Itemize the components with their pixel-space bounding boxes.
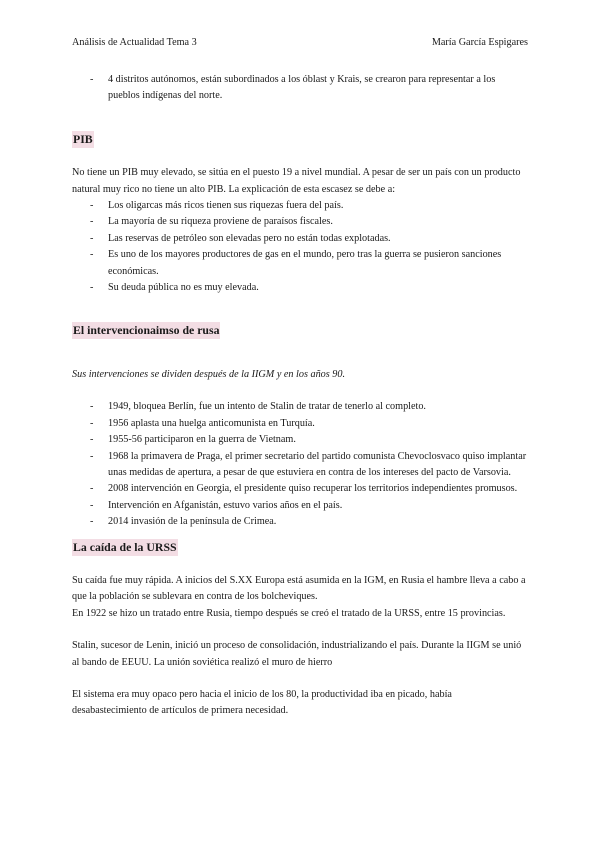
header-author: María García Espigares <box>431 37 528 48</box>
intervencionismo-list <box>72 399 528 530</box>
pib-list <box>72 198 528 296</box>
list-item: - 2008 intervención en Georgia, el presidente quiso recuperar los territorios independientes promusos. <box>72 481 528 497</box>
urss-paragraph-3: Stalin, sucesor de Lenin, inició un proceso de consolidación, industrializando el país. Durante la IIGM se unió al bando de EEUU. La unión soviética realizó el muro de hierro <box>72 640 522 668</box>
list-item: - 1955-56 participaron en la guerra de Vietnam. <box>72 432 528 448</box>
urss-paragraph-2: En 1922 se hizo un tratado entre Rusia, tiempo después se creó el tratado de la URSS, entre 15 provincias. <box>72 607 506 619</box>
urss-paragraph-1: Su caída fue muy rápida. A inicios del S.XX Europa está asumida en la IGM, en Rusia el hambre lleva a cabo a que la población se sublevara en contra de los bolcheviques. <box>72 574 526 603</box>
list-item: - 1956 aplasta una huelga anticomunista en Turquía. <box>72 416 528 432</box>
list-item: - 1949, bloquea Berlín, fue un intento de Stalin de tratar de tenerlo al completo. <box>72 399 528 415</box>
section-heading-urss: La caída de la URSS <box>73 539 177 554</box>
section-heading-pib: PIB <box>73 131 93 146</box>
list-item: - Es uno de los mayores productores de gas en el mundo, pero tras la guerra se pusieron sanciones económicas. <box>72 247 528 280</box>
pib-paragraph: No tiene un PIB muy elevado, se sitúa en el puesto 19 a nivel mundial. A pesar de ser un país con un producto natural muy rico no tiene un alto PIB. La explicación de esta escasez se debe a: <box>72 167 521 195</box>
list-item: - Las reservas de petróleo son elevadas pero no están todas explotadas. <box>72 231 528 247</box>
intervencionismo-note: Sus intervenciones se dividen después de la IIGM y en los años 90. <box>72 368 346 380</box>
document-body <box>72 72 528 720</box>
list-item: - 1968 la primavera de Praga, el primer secretario del partido comunista Chevoclosvaco quiso implantar unas medidas de apertura, a pesar de que estuviera en contra de los intereses del pacto de Varsovia. <box>72 449 528 482</box>
list-item: - 4 distritos autónomos, están subordinados a los óblast y Krais, se crearon para representar a los pueblos indígenas del norte. <box>72 72 528 105</box>
page-header <box>72 35 528 51</box>
list-item: - Intervención en Afganistán, estuvo varios años en el país. <box>72 498 528 514</box>
list-item: - Los oligarcas más ricos tienen sus riquezas fuera del país. <box>72 198 528 214</box>
section-heading-intervencionismo: El intervencionaimso de rusa <box>73 323 220 338</box>
list-item: - 2014 invasión de la península de Crimea. <box>72 514 528 530</box>
list-item: - Su deuda pública no es muy elevada. <box>72 280 528 296</box>
intro-list <box>72 72 528 105</box>
list-item: - La mayoría de su riqueza proviene de paraísos fiscales. <box>72 214 528 230</box>
urss-paragraph-4: El sistema era muy opaco pero hacia el inicio de los 80, la productividad iba en picado, había desabastecimiento de artículos de primera necesidad. <box>72 688 452 717</box>
header-course-title: Análisis de Actualidad Tema 3 <box>72 37 197 48</box>
